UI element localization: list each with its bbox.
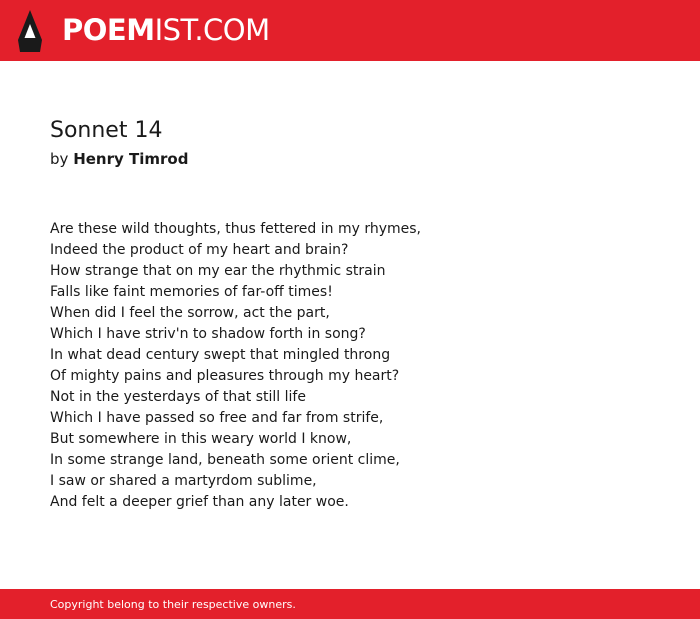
- poem-line: When did I feel the sorrow, act the part,: [50, 305, 330, 321]
- poem-line: Are these wild thoughts, thus fettered in my rhymes,: [50, 221, 421, 237]
- by-label: by: [50, 150, 69, 168]
- poem-title: Sonnet 14: [50, 118, 163, 143]
- poem-line: Which I have passed so free and far from strife,: [50, 410, 384, 426]
- logo-text-light: IST.COM: [154, 13, 270, 47]
- poem-line: Falls like faint memories of far-off times!: [50, 284, 333, 300]
- poem-body: [50, 219, 421, 513]
- copyright-notice: Copyright belong to their respective owners.: [50, 598, 296, 611]
- pencil-tip-icon[interactable]: [18, 10, 42, 52]
- poem-line: And felt a deeper grief than any later woe.: [50, 494, 349, 510]
- site-footer: [0, 589, 700, 619]
- poem-line: Which I have striv'n to shadow forth in song?: [50, 326, 366, 342]
- poem-line: But somewhere in this weary world I know,: [50, 431, 352, 447]
- poem-line: Not in the yesterdays of that still life: [50, 389, 306, 405]
- logo-text-bold: POEM: [62, 13, 155, 47]
- poem-line: Indeed the product of my heart and brain?: [50, 242, 349, 258]
- byline: [50, 149, 188, 169]
- poem-line: I saw or shared a martyrdom sublime,: [50, 473, 317, 489]
- poem-line: In some strange land, beneath some orient clime,: [50, 452, 400, 468]
- author-name[interactable]: Henry Timrod: [73, 150, 189, 168]
- poem-line: Of mighty pains and pleasures through my heart?: [50, 368, 400, 384]
- site-header: [0, 0, 700, 61]
- poem-line: How strange that on my ear the rhythmic strain: [50, 263, 386, 279]
- poem-line: In what dead century swept that mingled throng: [50, 347, 391, 363]
- site-logo[interactable]: [62, 12, 270, 48]
